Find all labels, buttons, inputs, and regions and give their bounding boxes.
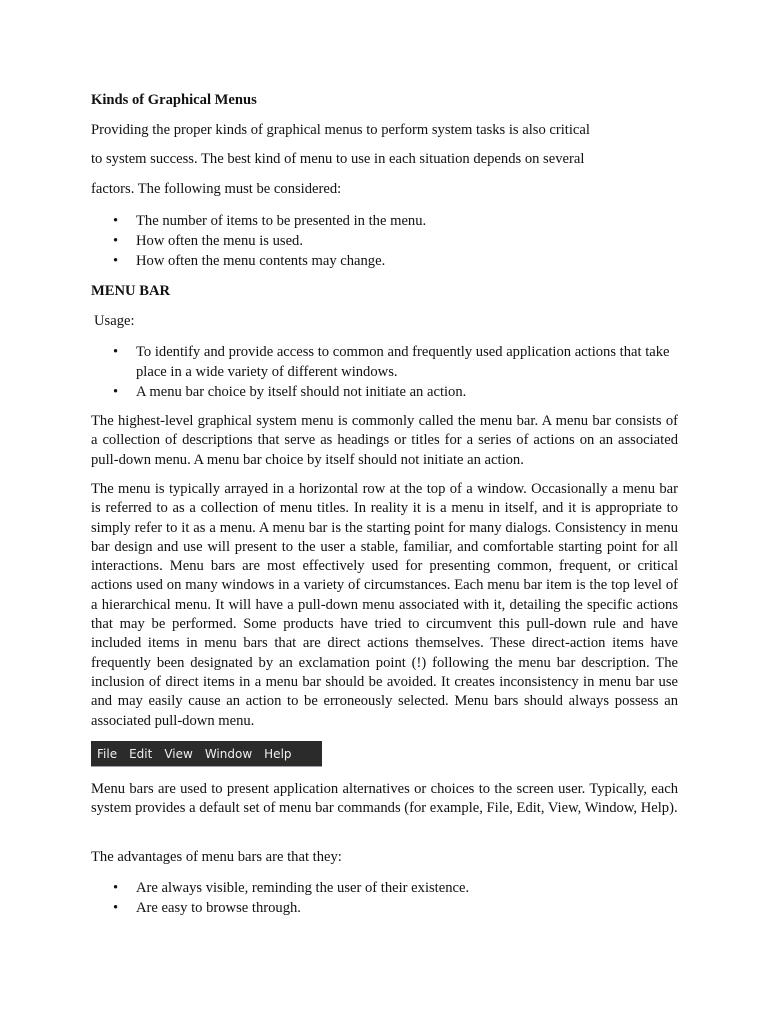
menu-bar-divider [91,766,322,767]
advantages-list [91,878,681,918]
intro-line-1: Providing the proper kinds of graphical menus to perform system tasks is also critical [91,122,590,138]
usage-list [91,342,681,402]
menu-item-view: View [164,747,193,761]
list-item: • How often the menu contents may change. [91,251,681,271]
list-item: • The number of items to be presented in the menu. [91,211,681,231]
intro-line-2: to system success. The best kind of menu to use in each situation depends on several [91,151,585,167]
menu-item-help: Help [264,747,292,761]
menu-bar-illustration [91,741,322,767]
paragraph-menu-bar-usage: Menu bars are used to present application alternatives or choices to the screen user. Typically, each system provides a default set of menu bar commands (for example, File, Edit, View, Window, Help). [91,781,678,817]
section-title-kinds-of-graphical-menus: Kinds of Graphical Menus [91,92,257,108]
paragraph-menu-bar-definition: The highest-level graphical system menu is commonly called the menu bar. A menu bar consists of a collection of descriptions that serve as headings or titles for a series of actions on an associated pull-down menu. A menu bar choice by itself should not initiate an action. [91,413,678,468]
list-item: • Are easy to browse through. [91,898,681,918]
intro-line-3: factors. The following must be considered: [91,181,342,197]
list-item: • How often the menu is used. [91,231,681,251]
list-item: • A menu bar choice by itself should not initiate an action. [91,382,681,402]
advantages-intro: The advantages of menu bars are that they: [91,849,342,865]
usage-label: Usage: [94,313,135,329]
menu-item-window: Window [204,747,253,761]
list-item: • To identify and provide access to common and frequently used application actions that take place in a wide variety of different windows. [91,342,681,382]
menu-item-edit: Edit [129,747,153,761]
section-title-menu-bar: MENU BAR [91,283,171,299]
list-item: • Are always visible, reminding the user of their existence. [91,878,681,898]
menu-item-file: File [97,747,118,761]
paragraph-menu-bar-details: The menu is typically arrayed in a horizontal row at the top of a window. Occasionally a menu bar is referred to as a collection of menu titles. In reality it is a menu in itself, and it is appropriate to simply refer to it as a menu. A menu bar is the starting point for many dialogs. Consistency in menu bar design and use will present to the user a stable, familiar, and comfortable starting point for all interactions. Menu bars are most effectively used for presenting common, frequent, or critical actions used on many windows in a variety of circumstances. Each menu bar item is the top level of a hierarchical menu. It will have a pull-down menu associated with it, detailing the specific actions that may be performed. Some products have tried to circumvent this pull-down rule and have included items in menu bars that are direct actions themselves. These direct-action items have frequently been designated by an exclamation point (!) following the menu bar description. The inclusion of direct items in a menu bar should be avoided. It creates inconsistency in menu bar use and may easily cause an action to be erroneously selected. Menu bars should always possess an associated pull-down menu. [91,481,678,729]
considerations-list [91,211,681,271]
